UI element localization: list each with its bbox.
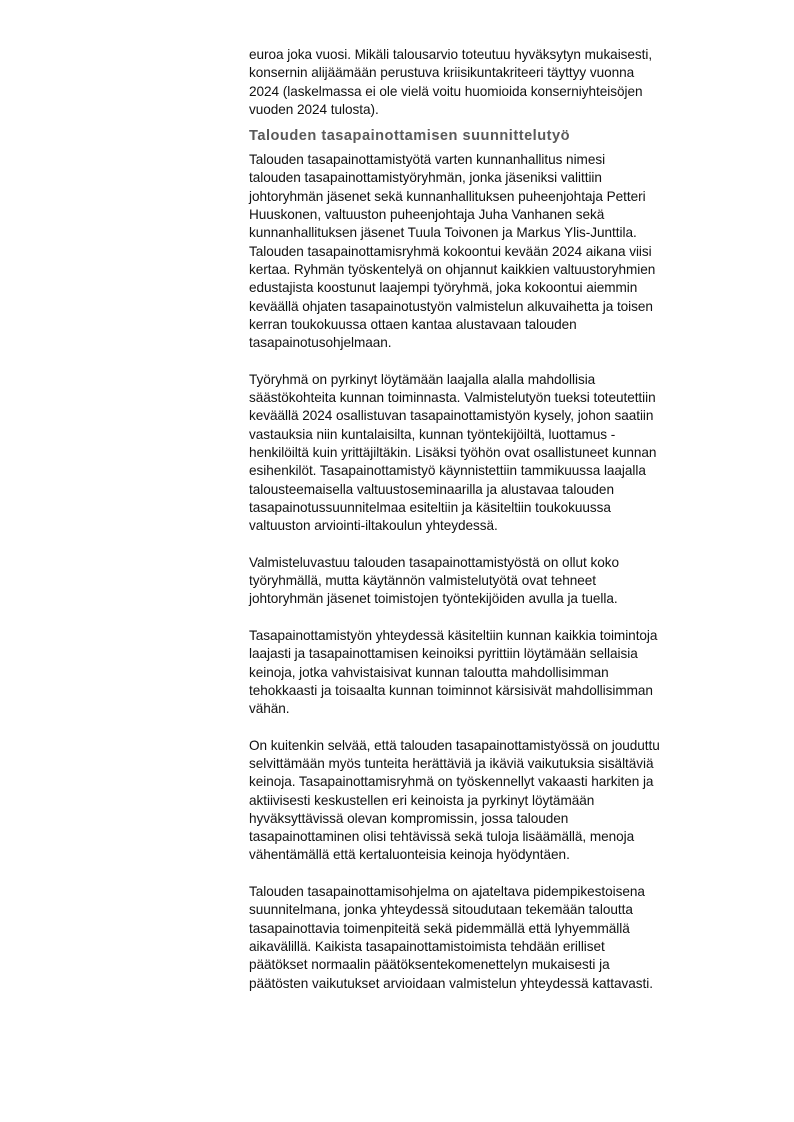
text-line: tehokkaasti ja toisaalta kunnan toiminnot kärsisivät mahdollisimman [249,682,653,698]
text-line: keväällä ohjaten tasapainotustyön valmistelun alkuvaihetta ja toisen [249,298,653,314]
text-line: tasapainottaminen olisi tehtävissä sekä tuloja lisäämällä, menoja [249,829,635,845]
text-line: vastauksia niin kuntalaisilta, kunnan työntekijöiltä, luottamus - [249,426,616,442]
paragraph-2 [249,371,749,536]
text-line: tasapainotusohjelmaan. [249,335,392,351]
text-line: Talouden tasapainottamisryhmä kokoontui kevään 2024 aikana viisi [249,243,652,259]
text-line: säästökohteita kunnan toiminnasta. Valmistelutyön tueksi toteutettiin [249,390,656,406]
text-line: euroa joka vuosi. Mikäli talousarvio toteutuu hyväksytyn mukaisesti, [249,47,653,62]
section-heading: Talouden tasapainottamisen suunnittelutyö [249,128,571,145]
text-line: 2024 (laskelmassa ei ole vielä voitu huomioida konserniyhteisöjen [249,83,643,99]
text-line: Talouden tasapainottamistyötä varten kunnanhallitus nimesi [249,152,606,168]
text-line: vähentämällä että kertaluonteisia keinoja hyödyntäen. [249,847,570,863]
page-content [249,46,749,993]
paragraph-gap [249,352,749,370]
text-line: talousteemaisella valtuustoseminaarilla ja alustavaa talouden [249,481,614,497]
text-line: kertaa. Ryhmän työskentelyä on ohjannut kaikkien valtuustoryhmien [249,261,656,277]
text-line: päätökset normaalin päätöksentekomenettelyn mukaisesti ja [249,957,610,973]
text-line: Tasapainottamistyön yhteydessä käsiteltiin kunnan kaikkia toimintoja [249,627,658,643]
text-line: Huuskonen, valtuuston puheenjohtaja Juha Vanhanen sekä [249,207,605,223]
intro-paragraph [249,46,749,119]
text-line: selvittämään myös tunteita herättäviä ja ikäviä vaikutuksia sisältäviä [249,755,654,771]
text-line: keväällä 2024 osallistuvan tasapainottamistyön kysely, johon saatiin [249,408,654,424]
text-line: vuoden 2024 tulosta). [249,101,379,117]
text-line: kunnanhallituksen jäsenet Tuula Toivonen ja Markus Ylis-Junttila. [249,225,637,241]
text-line: hyväksyttävissä olevan kompromissin, jossa talouden [249,810,569,826]
paragraph-gap [249,609,749,627]
text-line: päätösten vaikutukset arvioidaan valmistelun yhteydessä kattavasti. [249,975,653,991]
text-line: suunnitelmana, jonka yhteydessä sitoudutaan tekemään taloutta [249,902,633,918]
text-line: valtuuston arviointi-iltakoulun yhteydessä. [249,518,498,534]
text-line: Talouden tasapainottamisohjelma on ajateltava pidempikestoisena [249,884,645,900]
paragraph-6 [249,883,749,993]
text-line: talouden tasapainottamistyöryhmän, jonka jäseniksi valittiin [249,170,602,186]
paragraph-5 [249,737,749,865]
text-line: vähän. [249,701,290,717]
text-line: konsernin alijäämään perustuva kriisikuntakriteeri täyttyy vuonna [249,65,635,81]
paragraph-4 [249,627,749,718]
text-line: tasapainottavia toimenpiteitä sekä pidemmällä että lyhyemmällä [249,920,630,936]
paragraph-gap [249,718,749,736]
text-line: tasapainotussuunnitelmaa esiteltiin ja käsiteltiin toukokuussa [249,499,611,515]
text-line: henkilöiltä kuin yrittäjiltäkin. Lisäksi työhön ovat osallistuneet kunnan [249,444,657,460]
paragraph-3 [249,554,749,609]
paragraph-1 [249,151,749,352]
text-line: On kuitenkin selvää, että talouden tasapainottamistyössä on jouduttu [249,737,660,753]
text-line: laajasti ja tasapainottamisen keinoiksi pyrittiin löytämään sellaisia [249,646,638,662]
text-line: aktiivisesti keskustellen eri keinoista ja pyrkinyt löytämään [249,792,595,808]
text-line: kerran toukokuussa ottaen kantaa alustavaan talouden [249,316,577,332]
text-line: johtoryhmän jäsenet toimistojen työntekijöiden avulla ja tuella. [249,591,618,607]
text-line: keinoja. Tasapainottamisryhmä on työskennellyt vakaasti harkiten ja [249,774,654,790]
text-line: keinoja, jotka vahvistaisivat kunnan taloutta mahdollisimman [249,664,609,680]
text-line: työryhmällä, mutta käytännön valmistelutyötä ovat tehneet [249,573,596,589]
text-line: Valmisteluvastuu talouden tasapainottamistyöstä on ollut koko [249,554,619,570]
paragraph-gap [249,535,749,553]
text-line: edustajista koostunut laajempi työryhmä, joka kokoontui aiemmin [249,280,638,296]
paragraph-gap [249,865,749,883]
text-line: johtoryhmän jäsenet sekä kunnanhallituksen puheenjohtaja Petteri [249,188,646,204]
text-line: aikavälillä. Kaikista tasapainottamistoimista tehdään erilliset [249,938,605,954]
text-line: Työryhmä on pyrkinyt löytämään laajalla alalla mahdollisia [249,371,596,387]
text-line: esihenkilöt. Tasapainottamistyö käynnistettiin tammikuussa laajalla [249,463,646,479]
